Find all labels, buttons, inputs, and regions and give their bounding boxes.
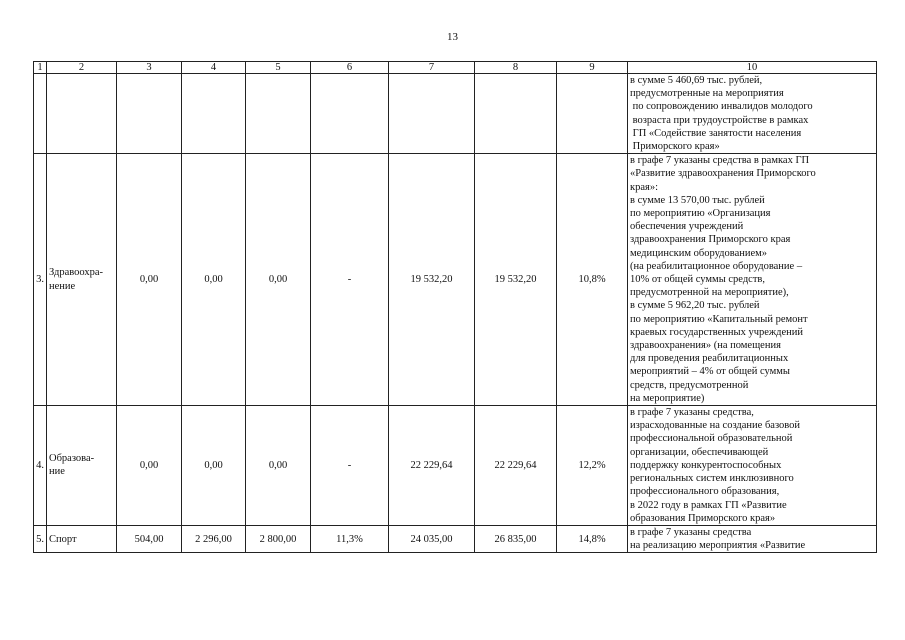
header-col-5: 5 [246,62,311,74]
cell-c8: 19 532,20 [475,154,557,406]
cell-c3: 504,00 [117,525,182,552]
header-col-10: 10 [628,62,877,74]
cell-c4 [182,74,246,154]
cell-c3 [117,74,182,154]
note-line: в графе 7 указаны средства [630,526,752,538]
note-line: «Развитие здравоохранения Приморского [630,168,816,180]
row-name-line: нение [49,280,76,292]
report-table [33,61,877,553]
note-line: здравоохранения Приморского края [630,234,791,246]
note-line: региональных систем инклюзивного [630,473,794,485]
cell-c7: 19 532,20 [389,154,475,406]
note-line: медицинским оборудованием» [630,247,768,259]
note-line: на мероприятие) [630,392,705,404]
header-col-9: 9 [557,62,628,74]
cell-c4: 2 296,00 [182,525,246,552]
note-line: организации, обеспечивающей [630,446,769,458]
cell-c6 [311,74,389,154]
row-name-line: Спорт [49,533,77,545]
note-line: поддержку конкурентоспособных [630,459,782,471]
note-line: в 2022 году в рамках ГП «Развитие [630,499,787,511]
cell-c5: 2 800,00 [246,525,311,552]
cell-c6: - [311,406,389,526]
note-line: обеспечения учреждений [630,221,744,233]
note-line: по сопровождению инвалидов молодого [630,101,813,113]
note-line: по мероприятию «Капитальный ремонт [630,313,808,325]
cell-c4: 0,00 [182,406,246,526]
note-line: предусмотренной на мероприятие), [630,287,789,299]
note-line: на реализацию мероприятия «Развитие [630,540,806,552]
cell-c8: 22 229,64 [475,406,557,526]
row-notes [628,525,877,552]
cell-c3: 0,00 [117,406,182,526]
row-name [47,406,117,526]
cell-c5: 0,00 [246,154,311,406]
note-line: в сумме 5 460,69 тыс. рублей, [630,75,763,86]
cell-c5: 0,00 [246,406,311,526]
header-col-7: 7 [389,62,475,74]
header-col-2: 2 [47,62,117,74]
note-line: для проведения реабилитационных [630,353,789,365]
row-notes [628,74,877,154]
row-notes [628,154,877,406]
cell-c6: - [311,154,389,406]
table-row [34,406,877,526]
cell-c9: 10,8% [557,154,628,406]
cell-c8: 26 835,00 [475,525,557,552]
table-row [34,525,877,552]
row-notes [628,406,877,526]
note-line: по мероприятию «Организация [630,208,771,220]
cell-c5 [246,74,311,154]
header-col-4: 4 [182,62,246,74]
header-row [34,62,877,74]
page-number: 13 [447,31,458,43]
row-name-line: Здравоохра- [49,267,104,279]
row-number: 4. [34,406,47,526]
note-line: края»: [630,181,659,193]
row-number: 5. [34,525,47,552]
cell-c7 [389,74,475,154]
table-row [34,154,877,406]
note-line: профессионального образования, [630,486,780,498]
cell-c8 [475,74,557,154]
row-number [34,74,47,154]
note-line: средств, предусмотренной [630,379,749,391]
row-number: 3. [34,154,47,406]
note-line: 10% от общей суммы средств, [630,274,765,286]
table-body [34,62,877,553]
note-line: в сумме 13 570,00 тыс. рублей [630,194,765,206]
note-line: израсходованные на создание базовой [630,420,801,432]
note-line: предусмотренные на мероприятия [630,88,784,100]
header-col-6: 6 [311,62,389,74]
cell-c7: 22 229,64 [389,406,475,526]
note-line: образования Приморского края» [630,512,776,524]
header-col-1: 1 [34,62,47,74]
cell-c3: 0,00 [117,154,182,406]
cell-c4: 0,00 [182,154,246,406]
note-line: в сумме 5 962,20 тыс. рублей [630,300,760,312]
row-name [47,154,117,406]
note-line: ГП «Содействие занятости населения [630,127,802,139]
cell-c9: 12,2% [557,406,628,526]
cell-c9: 14,8% [557,525,628,552]
note-line: в графе 7 указаны средства, [630,407,754,419]
note-line: в графе 7 указаны средства в рамках ГП [630,155,810,167]
note-line: краевых государственных учреждений [630,326,804,338]
cell-c9 [557,74,628,154]
note-line: мероприятий – 4% от общей суммы [630,366,790,378]
note-line: здравоохранения» (на помещения [630,340,781,352]
cell-c7: 24 035,00 [389,525,475,552]
row-name [47,74,117,154]
note-line: Приморского края» [630,141,720,153]
note-line: профессиональной образовательной [630,433,793,445]
note-line: возраста при трудоустройстве в рамках [630,114,809,126]
header-col-3: 3 [117,62,182,74]
header-col-8: 8 [475,62,557,74]
table-row [34,74,877,154]
note-line: (на реабилитационное оборудование – [630,260,803,272]
row-name-line: ние [49,466,65,478]
row-name [47,525,117,552]
cell-c6: 11,3% [311,525,389,552]
row-name-line: Образова- [49,453,95,465]
